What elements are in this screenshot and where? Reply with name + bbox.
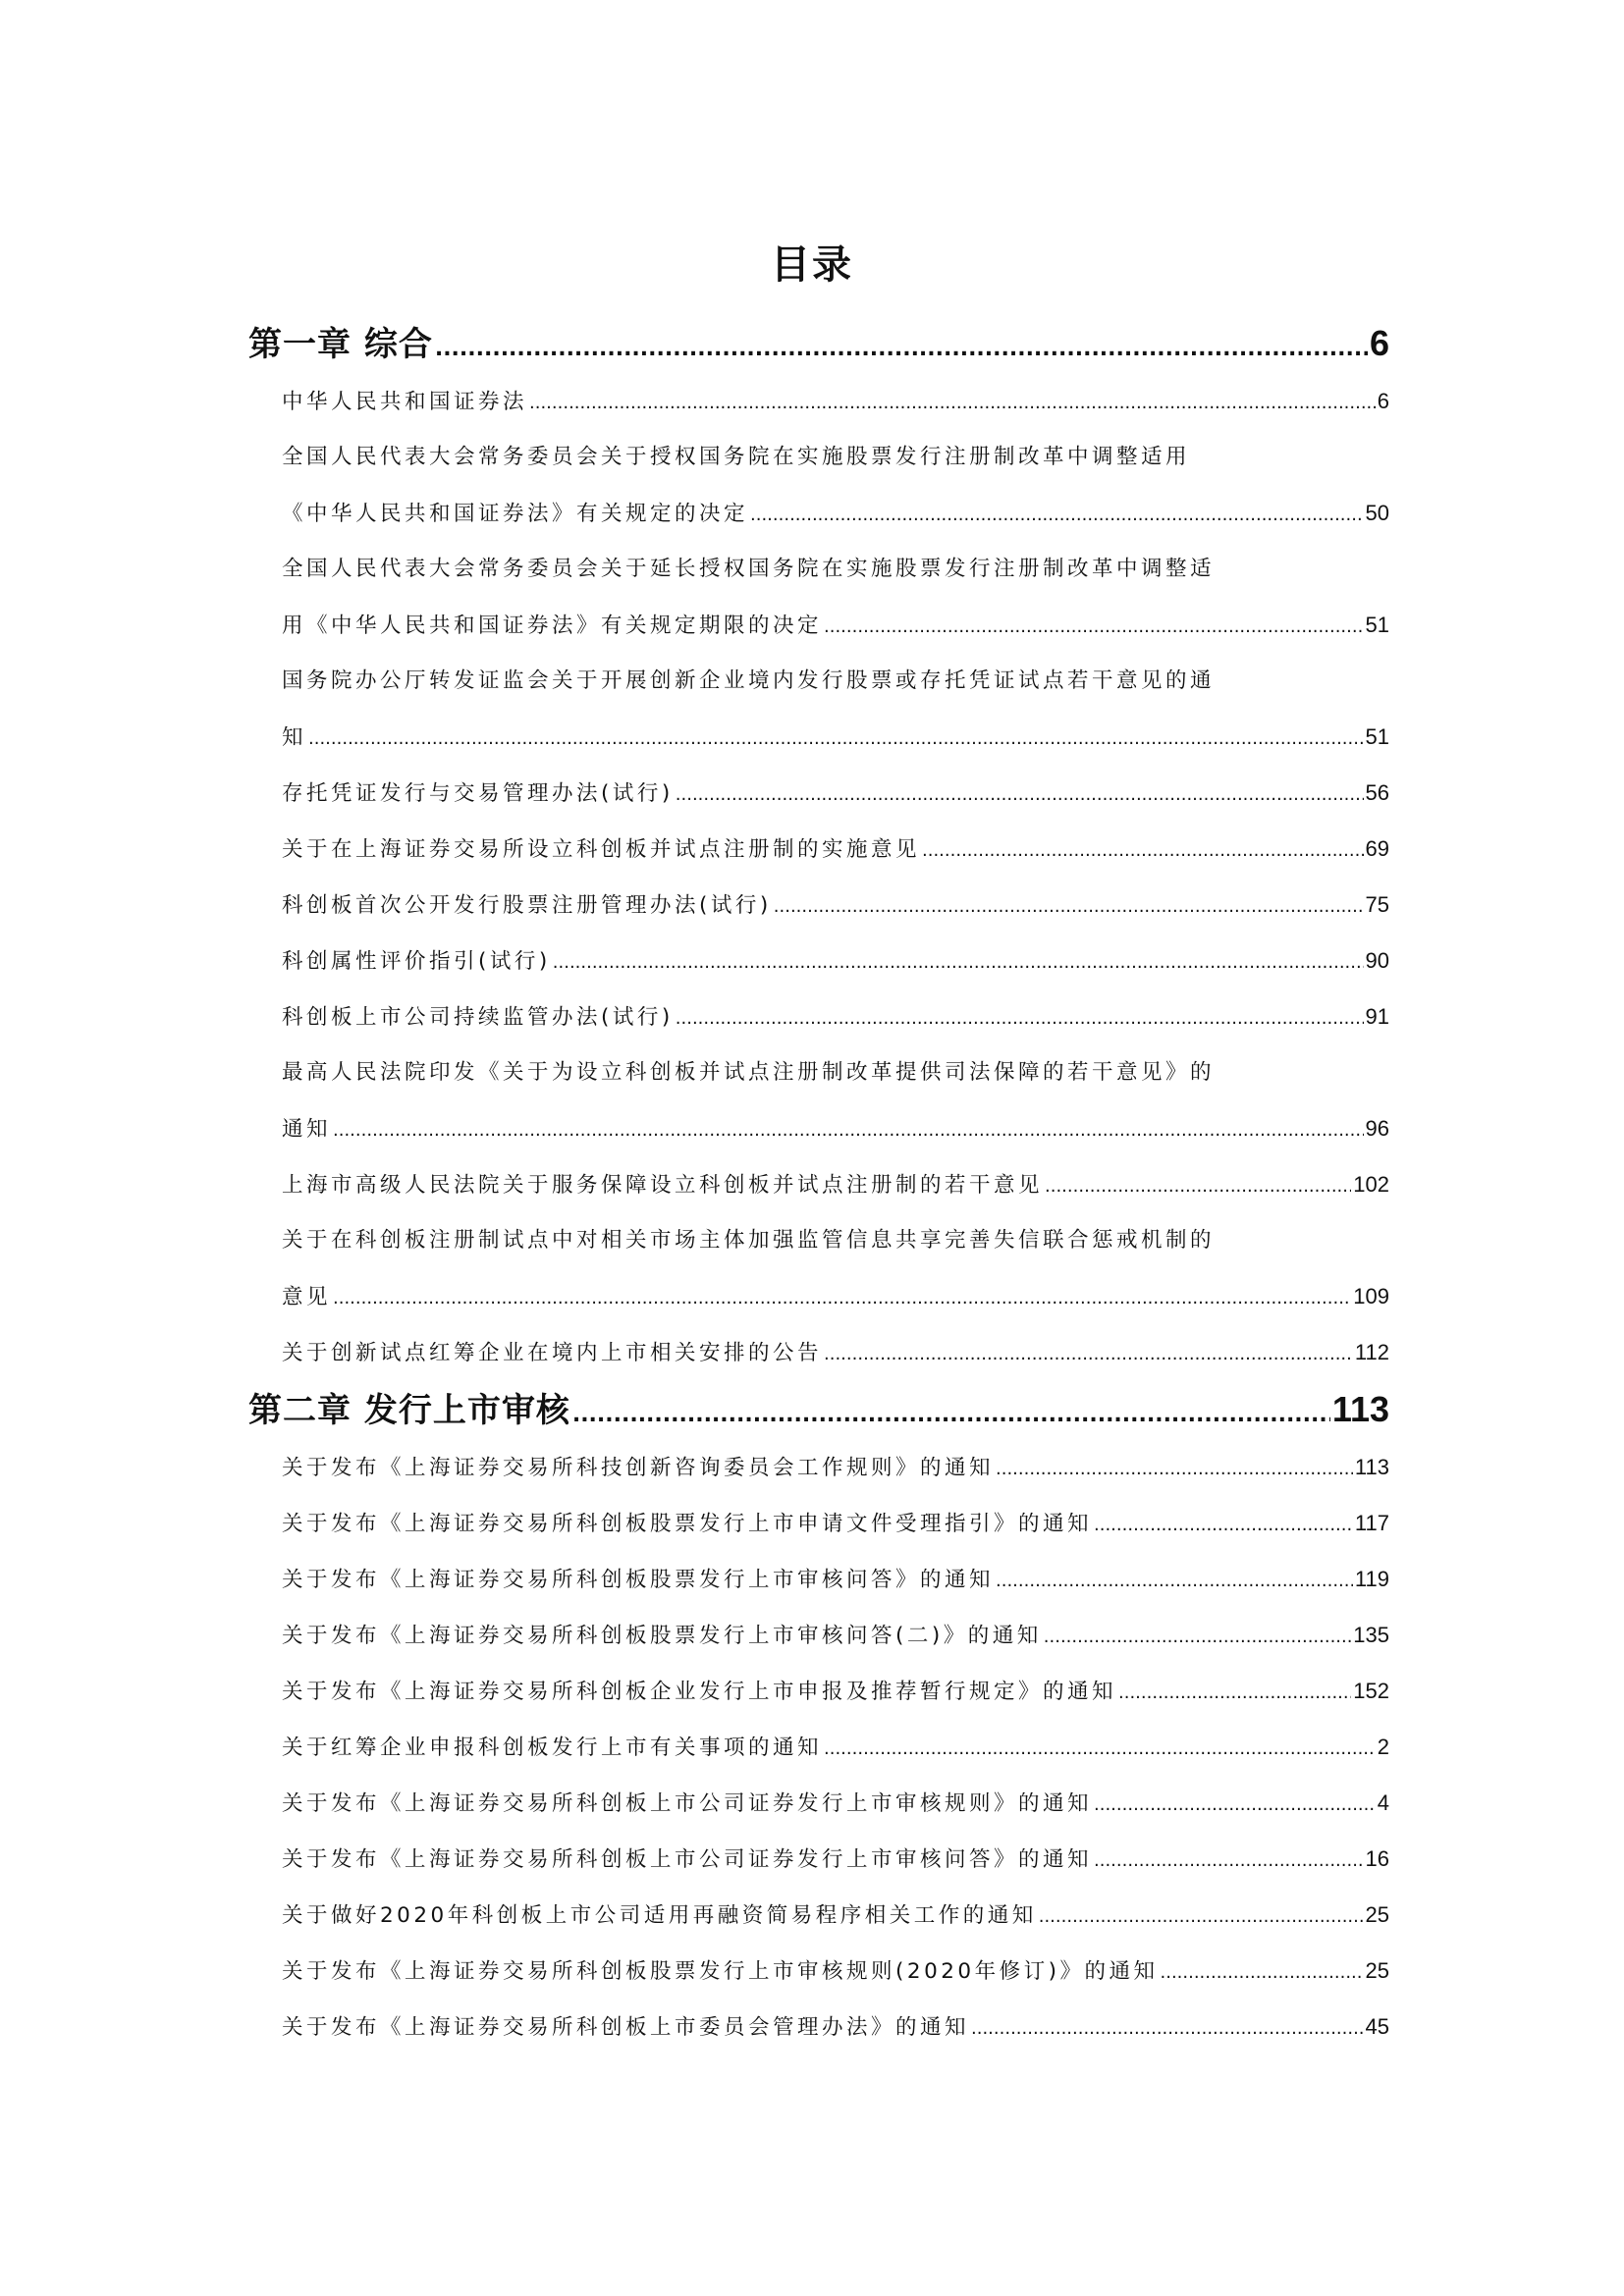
dot-leader: [333, 1102, 1364, 1158]
dot-leader: [308, 711, 1364, 767]
dot-leader: [553, 934, 1364, 990]
page-number: 2: [1377, 1735, 1389, 1759]
entry-title: 关于发布《上海证券交易所科创板企业发行上市申报及推荐暂行规定》的通知: [282, 1680, 1117, 1704]
entry-title: 关于发布《上海证券交易所科创板股票发行上市审核问答(二)》的通知: [282, 1624, 1042, 1648]
entry-title: 关于发布《上海证券交易所科创板上市委员会管理办法》的通知: [282, 2015, 970, 2040]
dot-leader: [824, 1721, 1376, 1777]
toc-entry[interactable]: [248, 1495, 1389, 1551]
toc-entry[interactable]: [248, 1831, 1389, 1887]
toc-entry[interactable]: [248, 485, 1389, 541]
toc-chapter-1[interactable]: [248, 314, 1389, 373]
entry-title: 关于发布《上海证券交易所科创板股票发行上市审核问答》的通知: [282, 1568, 995, 1592]
toc-entry[interactable]: [248, 765, 1389, 821]
page-number: 119: [1354, 1567, 1389, 1591]
page-number: 4: [1377, 1790, 1389, 1815]
toc-entry[interactable]: [248, 933, 1389, 988]
toc-entry-line[interactable]: 关于在科创板注册制试点中对相关市场主体加强监管信息共享完善失信联合惩戒机制的: [282, 1228, 1216, 1253]
entry-title: 关于发布《上海证券交易所科技创新咨询委员会工作规则》的通知: [282, 1456, 995, 1480]
page-number: 75: [1365, 892, 1389, 917]
dot-leader: [824, 599, 1364, 655]
entry-title: 关于发布《上海证券交易所科创板股票发行上市申请文件受理指引》的通知: [282, 1512, 1093, 1536]
toc-entry[interactable]: [248, 1607, 1389, 1663]
toc-entry[interactable]: [248, 1719, 1389, 1775]
entry-title: 存托凭证发行与交易管理办法(试行): [282, 781, 674, 806]
entry-title: 科创板首次公开发行股票注册管理办法(试行): [282, 893, 772, 918]
entry-title: 知: [282, 725, 307, 750]
toc-entry[interactable]: [248, 821, 1389, 877]
toc-entry[interactable]: [248, 373, 1389, 429]
toc-entry[interactable]: [248, 988, 1389, 1044]
dot-leader: [922, 823, 1364, 879]
dot-leader: [676, 990, 1364, 1046]
page-number: 112: [1354, 1340, 1389, 1364]
dot-leader: [1039, 1889, 1364, 1945]
dot-leader: [971, 2001, 1364, 2056]
page-number: 109: [1353, 1284, 1389, 1308]
entry-title: 上海市高级人民法院关于服务保障设立科创板并试点注册制的若干意见: [282, 1173, 1044, 1198]
page-number: 6: [1377, 389, 1389, 413]
page-number: 135: [1353, 1623, 1389, 1647]
entry-title: 关于发布《上海证券交易所科创板上市公司证券发行上市审核规则》的通知: [282, 1791, 1093, 1816]
toc-entry[interactable]: [248, 877, 1389, 933]
toc-entry[interactable]: [248, 597, 1389, 653]
chapter-title: 第二章 发行上市审核: [248, 1391, 570, 1430]
page-number: 113: [1331, 1389, 1389, 1429]
page-number: 152: [1353, 1679, 1389, 1703]
entry-title: 关于在上海证券交易所设立科创板并试点注册制的实施意见: [282, 837, 921, 862]
dot-leader: [676, 767, 1364, 823]
toc-entry[interactable]: [248, 1999, 1389, 2055]
toc-entry[interactable]: [248, 1324, 1389, 1380]
toc-entry-line[interactable]: 国务院办公厅转发证监会关于开展创新企业境内发行股票或存托凭证试点若干意见的通: [282, 668, 1216, 693]
page-number: 50: [1365, 501, 1389, 525]
entry-title: 科创属性评价指引(试行): [282, 949, 551, 974]
dot-leader: [572, 1386, 1330, 1445]
page-number: 56: [1365, 780, 1389, 805]
dot-leader: [1094, 1777, 1376, 1833]
entry-title: 关于发布《上海证券交易所科创板股票发行上市审核规则(2020年修订)》的通知: [282, 1959, 1159, 1984]
page-number: 96: [1365, 1116, 1389, 1141]
entry-title: 用《中华人民共和国证券法》有关规定期限的决定: [282, 614, 823, 638]
toc-entry-line[interactable]: 最高人民法院印发《关于为设立科创板并试点注册制改革提供司法保障的若干意见》的: [282, 1060, 1216, 1085]
toc-entry[interactable]: [248, 1775, 1389, 1831]
toc-entry[interactable]: [248, 709, 1389, 765]
toc-entry[interactable]: [248, 1268, 1389, 1324]
page-number: 113: [1354, 1455, 1389, 1479]
toc-entry[interactable]: [248, 1943, 1389, 1999]
page-number: 25: [1365, 1958, 1389, 1983]
dot-leader: [1044, 1609, 1352, 1665]
dot-leader: [774, 879, 1364, 934]
page-number: 91: [1365, 1004, 1389, 1029]
dot-leader: [333, 1270, 1351, 1326]
dot-leader: [1118, 1665, 1351, 1721]
page-number: 90: [1365, 948, 1389, 973]
toc-entry-line[interactable]: 全国人民代表大会常务委员会关于授权国务院在实施股票发行注册制改革中调整适用: [282, 445, 1191, 469]
page-number: 102: [1353, 1172, 1389, 1197]
dot-leader: [1161, 1945, 1364, 2001]
page-number: 51: [1365, 613, 1389, 637]
toc-entry[interactable]: [248, 1439, 1389, 1495]
dot-leader: [435, 320, 1368, 379]
chapter-title: 第一章 综合: [248, 325, 433, 364]
page-number: 45: [1365, 2014, 1389, 2039]
toc-entry[interactable]: [248, 1156, 1389, 1212]
table-of-contents: [248, 314, 1389, 2055]
entry-title: 科创板上市公司持续监管办法(试行): [282, 1005, 674, 1030]
entry-title: 中华人民共和国证券法: [282, 390, 528, 414]
entry-title: 通知: [282, 1117, 332, 1142]
dot-leader: [824, 1326, 1353, 1382]
entry-title: 关于红筹企业申报科创板发行上市有关事项的通知: [282, 1735, 823, 1760]
page-number: 6: [1369, 323, 1389, 363]
dot-leader: [750, 487, 1364, 543]
entry-title: 关于做好2020年科创板上市公司适用再融资简易程序相关工作的通知: [282, 1903, 1037, 1928]
dot-leader: [996, 1553, 1353, 1609]
toc-entry[interactable]: [248, 1551, 1389, 1607]
toc-entry[interactable]: [248, 1663, 1389, 1719]
entry-title: 《中华人民共和国证券法》有关规定的决定: [282, 502, 749, 526]
entry-title: 意见: [282, 1285, 332, 1309]
toc-entry[interactable]: [248, 1887, 1389, 1943]
dot-leader: [996, 1441, 1353, 1497]
page-number: 117: [1354, 1511, 1389, 1535]
dot-leader: [1094, 1833, 1364, 1889]
page-number: 69: [1365, 836, 1389, 861]
dot-leader: [1045, 1158, 1351, 1214]
page-number: 16: [1365, 1846, 1389, 1871]
page-number: 25: [1365, 1902, 1389, 1927]
dot-leader: [529, 375, 1376, 431]
toc-entry[interactable]: [248, 1100, 1389, 1156]
page-number: 51: [1365, 724, 1389, 749]
dot-leader: [1094, 1497, 1353, 1553]
toc-entry-line[interactable]: 全国人民代表大会常务委员会关于延长授权国务院在实施股票发行注册制改革中调整适: [282, 557, 1216, 581]
entry-title: 关于创新试点红筹企业在境内上市相关安排的公告: [282, 1341, 823, 1365]
entry-title: 关于发布《上海证券交易所科创板上市公司证券发行上市审核问答》的通知: [282, 1847, 1093, 1872]
page-title: 目录: [771, 242, 853, 288]
toc-chapter-2[interactable]: [248, 1380, 1389, 1439]
